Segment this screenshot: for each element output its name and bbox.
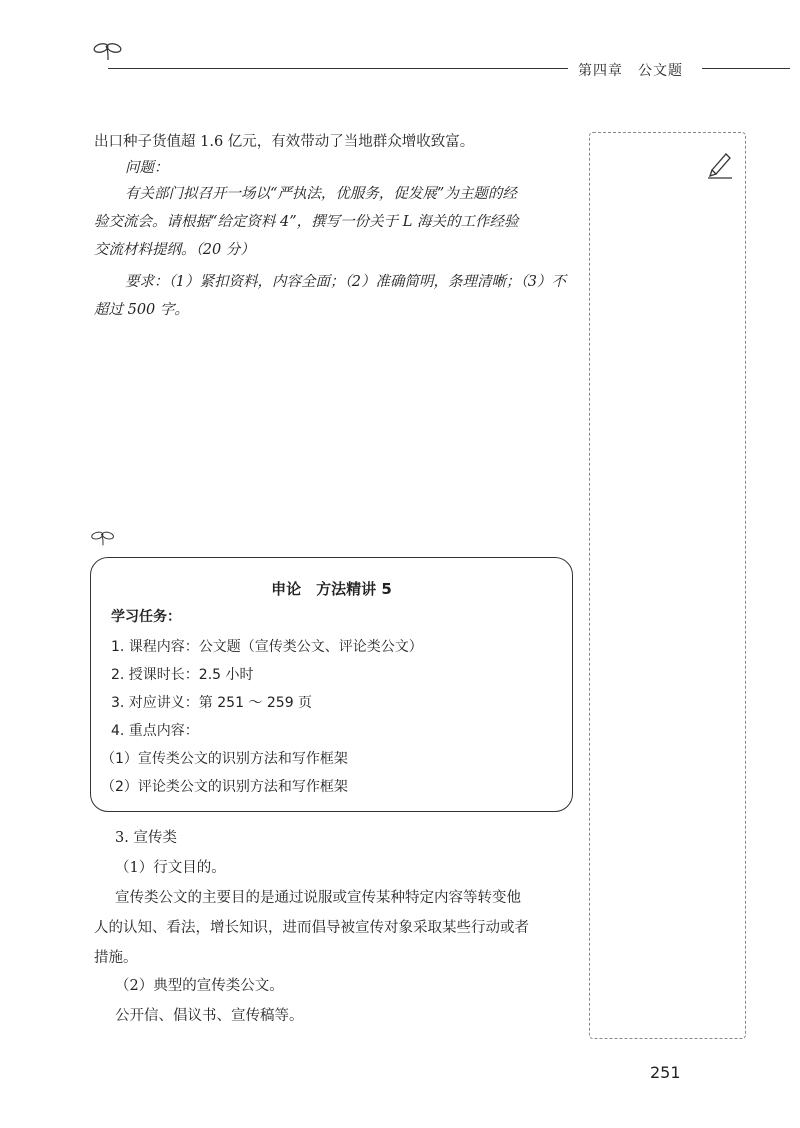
study-item: 2. 授课时长：2.5 小时 <box>111 667 254 683</box>
study-task-heading: 学习任务： <box>111 609 181 625</box>
sprout-icon <box>90 528 116 548</box>
study-item: 1. 课程内容：公文题（宣传类公文、评论类公文） <box>111 639 423 655</box>
notes-box <box>589 132 746 1039</box>
pencil-icon <box>706 150 734 180</box>
study-item: （1）宣传类公文的识别方法和写作框架 <box>101 751 348 767</box>
study-item: （2）评论类公文的识别方法和写作框架 <box>101 779 348 795</box>
question-line-3: 交流材料提纲。（20 分） <box>94 242 255 258</box>
requirement-line-1: 要求：（1）紧扣资料，内容全面；（2）准确简明，条理清晰；（3）不 <box>125 274 566 290</box>
requirement-line-2: 超过 500 字。 <box>94 302 189 318</box>
page-number: 251 <box>650 1063 681 1082</box>
section-para-line-3: 措施。 <box>94 950 138 966</box>
study-item: 4. 重点内容： <box>111 723 199 739</box>
section-heading: 3. 宣传类 <box>115 830 177 846</box>
question-line-1: 有关部门拟召开一场以“严执法，优服务，促发展”为主题的经 <box>125 186 517 202</box>
chapter-title: 第四章 公文题 <box>578 63 683 79</box>
section-para-line-1: 宣传类公文的主要目的是通过说服或宣传某种特定内容等转变他 <box>115 890 521 906</box>
study-box <box>90 557 573 812</box>
study-item: 3. 对应讲义：第 251 ～ 259 页 <box>111 695 313 711</box>
question-line-2: 验交流会。请根据“给定资料 4”，撰写一份关于 L 海关的工作经验 <box>94 214 519 230</box>
sprout-icon <box>92 40 124 62</box>
study-box-title: 申论 方法精讲 5 <box>271 580 392 598</box>
paragraph-1: 出口种子货值超 1.6 亿元，有效带动了当地群众增收致富。 <box>94 134 475 150</box>
section-para-2: 公开信、倡议书、宣传稿等。 <box>115 1008 304 1024</box>
header-rule-left <box>108 68 568 69</box>
question-label: 问题： <box>125 160 169 176</box>
subheading-2: （2）典型的宣传类公文。 <box>115 978 284 994</box>
section-para-line-2: 人的认知、看法，增长知识，进而倡导被宣传对象采取某些行动或者 <box>94 920 529 936</box>
header-rule-right <box>702 68 790 69</box>
subheading-1: （1）行文目的。 <box>115 860 226 876</box>
